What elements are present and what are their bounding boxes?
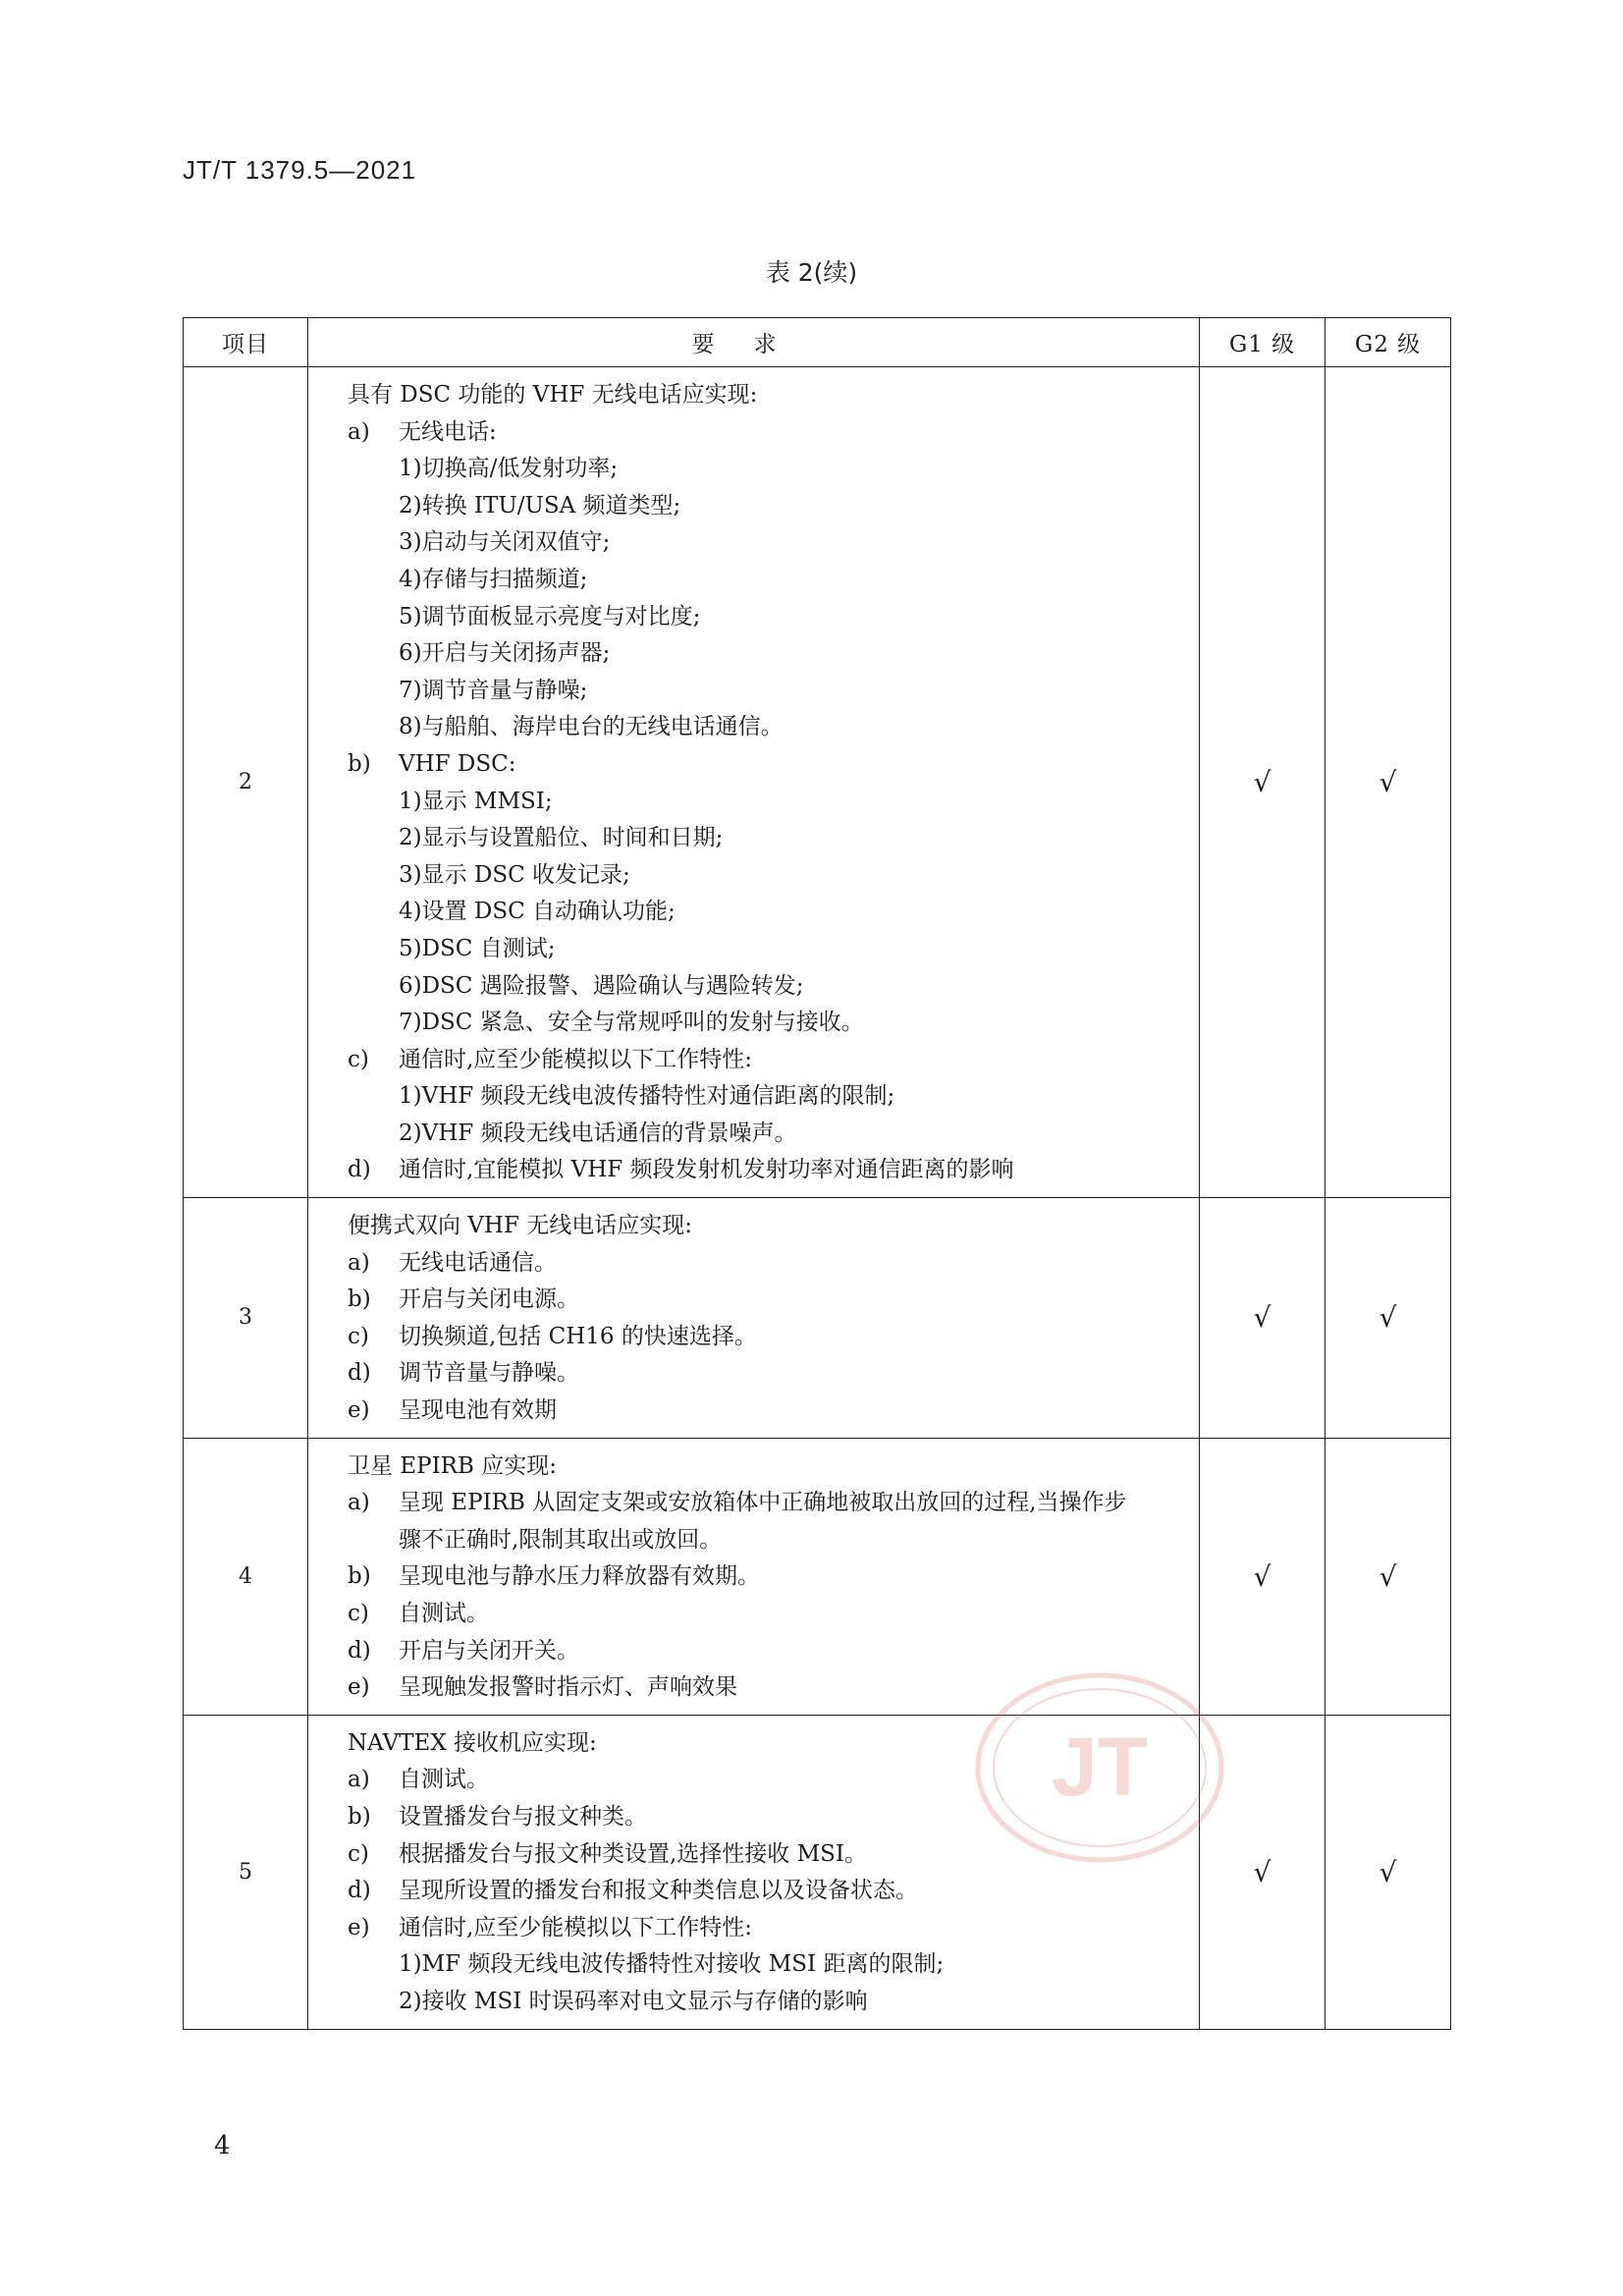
- item-letter: a): [348, 1767, 370, 1793]
- item-letter: e): [348, 1914, 370, 1941]
- page-number: 4: [214, 2131, 231, 2160]
- item-number-cell: 2: [184, 367, 308, 1198]
- requirement-item: [348, 1633, 1189, 1670]
- item-letter: a): [348, 1490, 370, 1516]
- item-text: 呈现电池与静水压力释放器有效期。: [399, 1563, 760, 1590]
- requirement-item: [348, 1836, 1189, 1874]
- item-letter: e): [348, 1674, 370, 1701]
- item-number-cell: 5: [184, 1715, 308, 2029]
- requirement-intro: NAVTEX 接收机应实现:: [348, 1729, 597, 1756]
- document-code: JT/T 1379.5—2021: [183, 155, 417, 185]
- requirement-cell: [308, 1198, 1200, 1439]
- table-header-row: [184, 318, 1451, 367]
- item-letter: c): [348, 1840, 369, 1867]
- requirement-subitem: 2)VHF 频段无线电话通信的背景噪声。: [399, 1120, 797, 1146]
- item-letter: c): [348, 1046, 369, 1072]
- g1-check-cell: √: [1200, 1715, 1325, 2029]
- item-text: 通信时,应至少能模拟以下工作特性:: [399, 1914, 753, 1941]
- item-letter: a): [348, 418, 370, 445]
- item-text: 调节音量与静噪。: [399, 1360, 579, 1387]
- requirement-intro: 卫星 EPIRB 应实现:: [348, 1452, 557, 1479]
- requirement-cell: [308, 367, 1200, 1198]
- item-letter: a): [348, 1249, 370, 1276]
- item-text: 呈现触发报警时指示灯、声响效果: [399, 1674, 737, 1701]
- item-letter: c): [348, 1323, 369, 1349]
- requirement-cell: [308, 1438, 1200, 1715]
- column-header-item: 项目: [184, 318, 308, 367]
- item-letter: d): [348, 1360, 371, 1387]
- column-header-g1: G1 级: [1200, 318, 1325, 367]
- item-text: 通信时,应至少能模拟以下工作特性:: [399, 1046, 753, 1072]
- item-letter: d): [348, 1157, 371, 1183]
- requirement-continuation: 骤不正确时,限制其取出或放回。: [399, 1526, 723, 1553]
- requirement-subitem: 2)显示与设置船位、时间和日期;: [399, 825, 724, 851]
- requirement-item: [348, 1152, 1189, 1189]
- g2-check-cell: √: [1325, 1715, 1451, 2029]
- item-letter: d): [348, 1637, 371, 1664]
- requirement-item: [348, 1558, 1189, 1596]
- requirement-subitem: 8)与船舶、海岸电台的无线电话通信。: [399, 714, 784, 740]
- requirements-table: [183, 317, 1451, 2030]
- item-text: 呈现 EPIRB 从固定支架或安放箱体中正确地被取出放回的过程,当操作步: [399, 1490, 1127, 1516]
- item-text: 无线电话通信。: [399, 1249, 557, 1276]
- requirement-item: [348, 1393, 1189, 1430]
- column-header-g2: G2 级: [1325, 318, 1451, 367]
- item-text: 呈现电池有效期: [399, 1397, 557, 1424]
- requirement-subitem: 5)调节面板显示亮度与对比度;: [399, 603, 701, 629]
- item-text: 自测试。: [399, 1601, 489, 1626]
- requirement-item: [348, 1596, 1189, 1633]
- g2-check-cell: √: [1325, 1198, 1451, 1439]
- requirement-item: [348, 1485, 1189, 1522]
- requirement-item: [348, 1873, 1189, 1910]
- table-body: [184, 367, 1451, 2030]
- requirement-subitem: 4)存储与扫描频道;: [399, 566, 588, 592]
- g2-check-cell: √: [1325, 367, 1451, 1198]
- item-letter: c): [348, 1601, 369, 1626]
- table-row: [184, 1438, 1451, 1715]
- svg-text:JT: JT: [1051, 1721, 1149, 1813]
- g1-check-cell: √: [1200, 1198, 1325, 1439]
- requirement-subitem: 6)开启与关闭扬声器;: [399, 640, 611, 667]
- item-number-cell: 3: [184, 1198, 308, 1439]
- requirement-item: [348, 746, 1189, 784]
- requirement-subitem: 1)显示 MMSI;: [399, 788, 553, 814]
- item-text: VHF DSC:: [399, 750, 516, 777]
- requirement-item: [348, 1282, 1189, 1319]
- item-text: 切换频道,包括 CH16 的快速选择。: [399, 1323, 757, 1349]
- requirement-subitem: 1)VHF 频段无线电波传播特性对通信距离的限制;: [399, 1083, 895, 1110]
- item-text: 无线电话:: [399, 418, 497, 445]
- requirement-cell: [308, 1715, 1200, 2029]
- requirement-item: [348, 1762, 1189, 1799]
- requirement-subitem: 1)切换高/低发射功率;: [399, 456, 619, 482]
- item-text: 开启与关闭开关。: [399, 1637, 579, 1664]
- requirement-subitem: 4)设置 DSC 自动确认功能;: [399, 899, 676, 925]
- item-text: 开启与关闭电源。: [399, 1286, 579, 1313]
- item-letter: e): [348, 1397, 370, 1424]
- requirement-item: [348, 1669, 1189, 1707]
- table-row: [184, 1198, 1451, 1439]
- requirement-item: [348, 1799, 1189, 1836]
- item-letter: b): [348, 750, 371, 777]
- item-text: 根据播发台与报文种类设置,选择性接收 MSI。: [399, 1840, 868, 1867]
- requirement-subitem: 3)显示 DSC 收发记录;: [399, 861, 630, 888]
- g2-check-cell: √: [1325, 1438, 1451, 1715]
- requirement-subitem: 7)调节音量与静噪;: [399, 677, 588, 703]
- item-letter: b): [348, 1286, 371, 1313]
- g1-check-cell: √: [1200, 1438, 1325, 1715]
- requirement-subitem: 2)接收 MSI 时误码率对电文显示与存储的影响: [399, 1988, 868, 2014]
- requirement-subitem: 7)DSC 紧急、安全与常规呼叫的发射与接收。: [399, 1010, 864, 1036]
- g1-check-cell: √: [1200, 367, 1325, 1198]
- item-number-cell: 4: [184, 1438, 308, 1715]
- requirement-item: [348, 1042, 1189, 1079]
- item-text: 呈现所设置的播发台和报文种类信息以及设备状态。: [399, 1878, 918, 1904]
- requirement-item: [348, 1245, 1189, 1283]
- table-row: [184, 367, 1451, 1198]
- requirement-item: [348, 1910, 1189, 1947]
- requirement-subitem: 3)启动与关闭双值守;: [399, 529, 611, 556]
- requirement-intro: 具有 DSC 功能的 VHF 无线电话应实现:: [348, 382, 758, 408]
- requirement-intro: 便携式双向 VHF 无线电话应实现:: [348, 1213, 692, 1239]
- requirement-item: [348, 1355, 1189, 1393]
- requirement-subitem: 6)DSC 遇险报警、遇险确认与遇险转发;: [399, 972, 804, 999]
- item-letter: b): [348, 1803, 371, 1830]
- table-caption: 表 2(续): [765, 258, 858, 287]
- column-header-requirement: 要求: [308, 318, 1200, 367]
- table-row: [184, 1715, 1451, 2029]
- item-letter: b): [348, 1563, 371, 1590]
- requirement-item: [348, 1319, 1189, 1356]
- requirement-subitem: 5)DSC 自测试;: [399, 935, 556, 961]
- item-text: 通信时,宜能模拟 VHF 频段发射机发射功率对通信距离的影响: [399, 1157, 1014, 1183]
- requirement-subitem: 1)MF 频段无线电波传播特性对接收 MSI 距离的限制;: [399, 1951, 945, 1978]
- requirement-subitem: 2)转换 ITU/USA 频道类型;: [399, 492, 681, 519]
- item-letter: d): [348, 1878, 371, 1904]
- requirement-item: [348, 414, 1189, 452]
- item-text: 设置播发台与报文种类。: [399, 1803, 647, 1830]
- item-text: 自测试。: [399, 1767, 489, 1793]
